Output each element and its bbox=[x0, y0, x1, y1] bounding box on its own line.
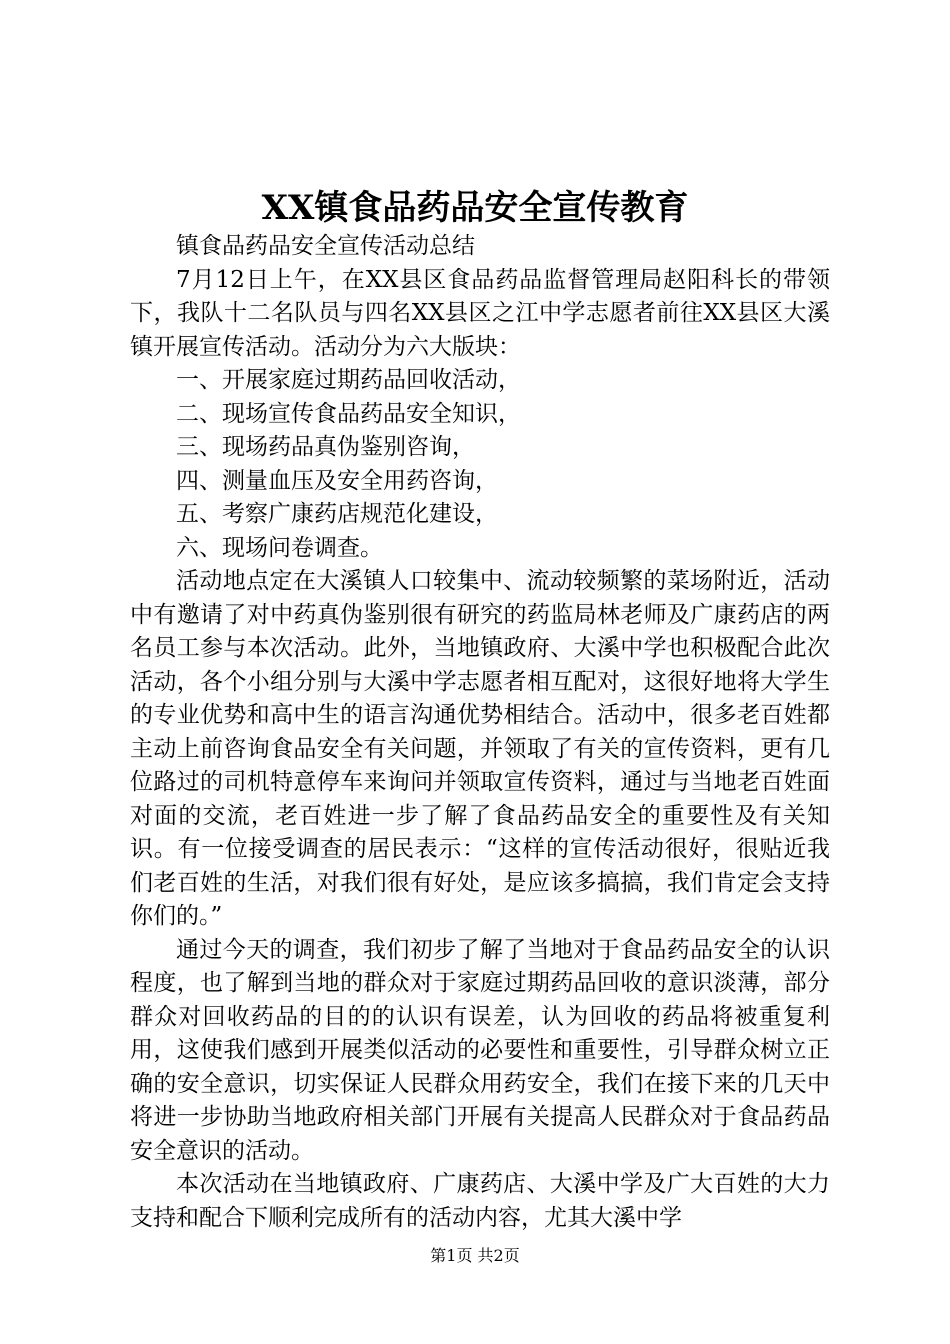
document-title: XX镇食品药品安全宣传教育 bbox=[261, 188, 689, 228]
paragraph-survey: 通过今天的调查，我们初步了解了当地对于食品药品安全的认识程度，也了解到当地的群众对于家庭过期药品回收的意识淡薄，部分群众对回收药品的目的的认识有误差，认为回收的药品将被重复利用，这使我们感到开展类似活动的必要性和重要性，引导群众树立正确的安全意识，切实保证人民群众用药安全，我们在接下来的几天中将进一步协助当地政府相关部门开展有关提高人民群众对于食品药品安全意识的活动。 bbox=[130, 936, 830, 1164]
document-body bbox=[130, 230, 830, 1235]
list-item-6: 六、现场问卷调查。 bbox=[176, 534, 383, 561]
list-item-5: 五、考察广康药店规范化建设， bbox=[176, 501, 498, 527]
list-item-2: 二、现场宣传食品药品安全知识， bbox=[176, 400, 521, 427]
paragraph-conclusion: 本次活动在当地镇政府、广康药店、大溪中学及广大百姓的大力支持和配合下顺利完成所有的活动内容，尤其大溪中学 bbox=[130, 1171, 830, 1231]
paragraph-intro: 7月12日上午，在XX县区食品药品监督管理局赵阳科长的带领下，我队十二名队员与四名XX县区之江中学志愿者前往XX县区大溪镇开展宣传活动。活动分为六大版块： bbox=[130, 266, 830, 360]
list-item-3: 三、现场药品真伪鉴别咨询， bbox=[176, 434, 475, 460]
list-item-1: 一、开展家庭过期药品回收活动， bbox=[176, 367, 521, 393]
paragraph-subtitle: 镇食品药品安全宣传活动总结 bbox=[176, 233, 475, 259]
page-footer: 第1页 共2页 bbox=[430, 1246, 520, 1265]
paragraph-activity: 活动地点定在大溪镇人口较集中、流动较频繁的菜场附近，活动中有邀请了对中药真伪鉴别很有研究的药监局林老师及广康药店的两名员工参与本次活动。此外，当地镇政府、大溪中学也积极配合此次活动，各个小组分别与大溪中学志愿者相互配对，这很好地将大学生的专业优势和高中生的语言沟通优势相结合。活动中，很多老百姓都主动上前咨询食品安全有关问题，并领取了有关的宣传资料，更有几位路过的司机特意停车来询问并领取宣传资料，通过与当地老百姓面对面的交流，老百姓进一步了解了食品药品安全的重要性及有关知识。有一位接受调查的居民表示：“这样的宣传活动很好，很贴近我们老百姓的生活，对我们很有好处，是应该多搞搞，我们肯定会支持你们的。” bbox=[130, 568, 830, 929]
list-item-4: 四、测量血压及安全用药咨询， bbox=[176, 467, 498, 494]
